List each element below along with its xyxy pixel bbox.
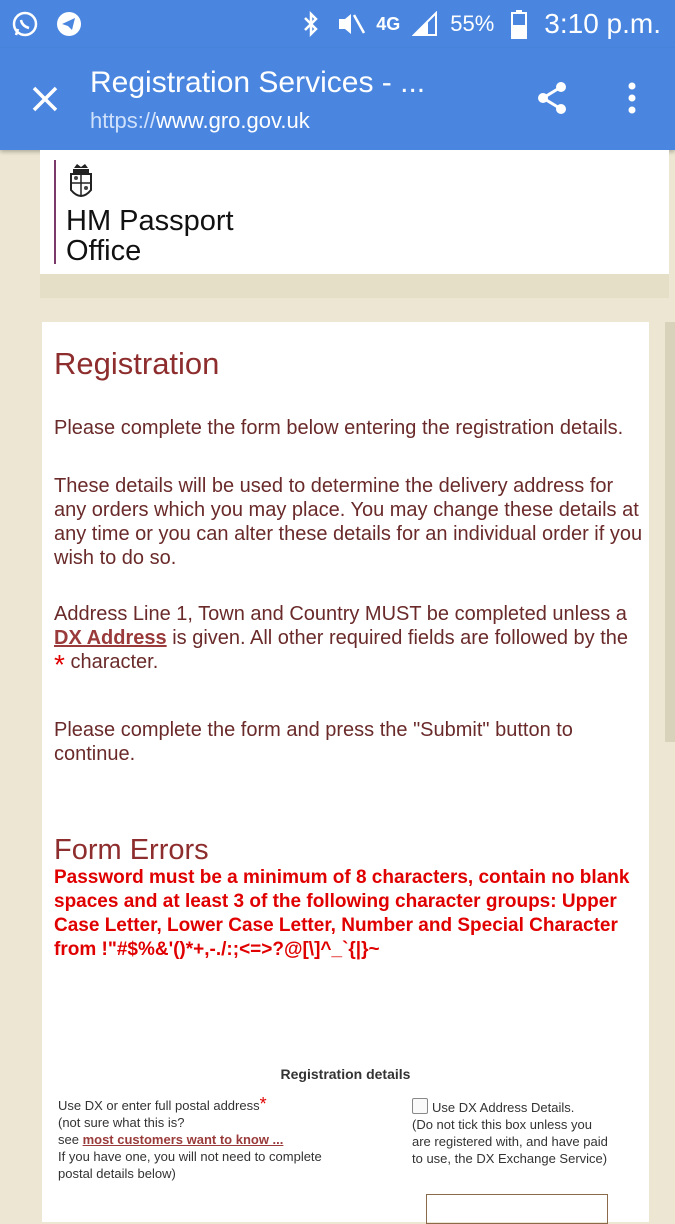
dx-number-input[interactable] [426,1194,608,1224]
password-error-message: Password must be a minimum of 8 characters, contain no blank spaces and at least 3 of the following character groups: Upper Case Letter, Lower Case Letter, Number and Special Character from !"#$%&'()*+,-./:;<=>?@[\]^_`{|}~ [54,867,630,960]
url-scheme: https:// [90,108,157,133]
logo-line-1: HM Passport [66,205,234,237]
required-star-dx: * [259,1094,267,1114]
site-header [40,150,669,274]
dx-instruction: Use DX or enter full postal address [58,1098,260,1113]
bluetooth-icon [296,9,326,39]
registration-details-title: Registration details [280,1066,411,1082]
customers-faq-link[interactable]: most customers want to know ... [82,1132,284,1147]
battery-icon [504,9,534,39]
more-vert-icon [627,82,637,114]
registration-heading: Registration [54,346,220,381]
whatsapp-icon [10,9,40,39]
logo-text[interactable] [66,206,234,266]
mute-icon [336,9,366,39]
close-button[interactable] [20,74,70,124]
battery-percent: 55% [450,11,495,36]
network-type: 4G [376,14,401,34]
scroll-strip [665,322,675,742]
signal-icon [410,9,440,39]
share-icon [534,80,570,116]
intro-paragraph: Please complete the form below entering the registration details. [54,417,624,439]
overflow-menu-button[interactable] [612,76,652,120]
browser-toolbar [0,48,675,150]
status-bar [0,0,675,48]
address-paragraph [54,602,644,680]
required-star: * [54,649,65,680]
main-content [42,322,649,1222]
clock: 3:10 p.m. [544,8,661,39]
see-text: see [58,1132,83,1147]
royal-crest-icon [64,162,98,204]
address-text-3: character. [64,651,159,673]
address-text-1: Address Line 1, Town and Country MUST be completed unless a [54,603,627,625]
not-sure-text: (not sure what this is? [58,1115,185,1130]
details-paragraph: These details will be used to determine the delivery address for any orders which you may place. You may change these details at any time or you can alter these details for an individual order if you wish to do so. [54,475,643,569]
address-text-2: is given. All other required fields are followed by the [166,627,629,649]
submit-paragraph: Please complete the form and press the "Submit" button to continue. [54,719,573,765]
address-help-text [58,1096,348,1182]
dx-address-link[interactable]: DX Address [54,627,167,649]
page-url [90,108,310,134]
dx-address-checkbox[interactable] [412,1098,428,1114]
close-icon [31,85,59,113]
dx-checkbox-note: (Do not tick this box unless you are registered with, and have paid to use, the DX Exchange Service) [412,1117,608,1166]
logo-line-2: Office [66,235,142,267]
logo-divider [54,160,56,264]
form-errors-heading: Form Errors [54,834,209,866]
url-host: www.gro.gov.uk [156,108,310,133]
dx-checkbox-label: Use DX Address Details. [432,1100,575,1115]
postal-note: If you have one, you will not need to complete postal details below) [58,1149,322,1181]
share-button[interactable] [530,76,574,120]
dx-checkbox-group [412,1098,612,1167]
header-band [40,274,669,298]
telegram-icon [54,9,84,39]
page-title: Registration Services - ... [90,66,426,99]
